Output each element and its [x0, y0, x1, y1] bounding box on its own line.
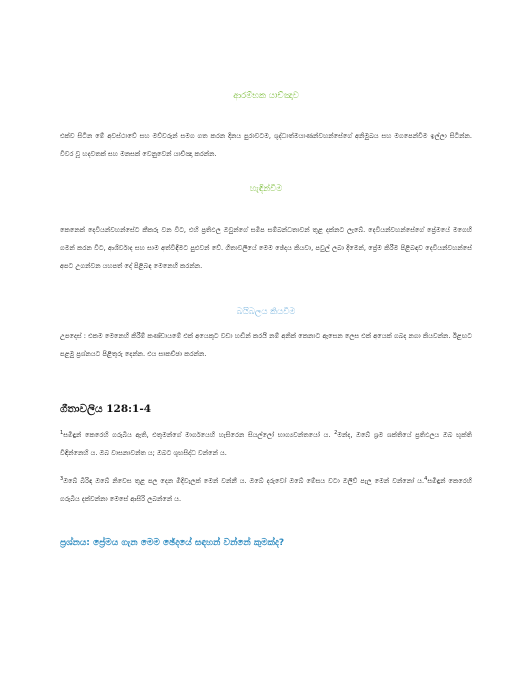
- bible-reading-instructions: උපදෙස් : එකම මෙනෙහි කිරීම් කණ්ඩායමේ එක් අයෙකුට වඩා හඬින් කරයි නම් අනික් කෙනාට ඇසෙන ලෙස එක් අයෙක් ගබද නගා කියවන්න. ඊළඟට පළමු ප්‍රශ්නයට පිළිතුරු දෙන්න. එය සාකච්ඡා කරන්න.: [60, 332, 472, 358]
- verse-number: 4: [424, 475, 428, 482]
- verse-number: 3: [60, 475, 64, 482]
- introduction-text: කෙනෙක් දෙවියන්වහන්සේට කීකරු වන විට, එහි ප්‍රතිඵල ඔවුන්ගේ සමීප සම්බන්ධතාවන් තුළ දක්නට ලැබේ. දෙවියන්වහන්සේගේ ප්‍රේමයේ මගෙහි ගමන් කරන විට, ආශිර්වාද සහ සාම අත්විඳීමට පුළුවන් වේ. ගීතාවලියේ මෙම ඡේදය කියවා, පවුල් ලබා දීමෙන්, ප්‍රේම කිරීම පිළිබඳව දෙවියන්වහන්සේ අපට උගන්වන යහපත් දේ පිළිබඳ මෙනෙහි කරන්න.: [60, 226, 472, 270]
- verse-number: 1: [60, 429, 64, 436]
- question-text: ප්‍රේමය ගැන මෙම ඡේදයේ සඳහන් වන්නේ කුමක්ද?: [93, 538, 285, 548]
- introduction-heading: හැඳින්වීම: [249, 184, 283, 194]
- scripture-verses-3-4: [60, 472, 472, 508]
- bible-reading-heading: බයිබලය කියවීම: [236, 307, 296, 317]
- opening-prayer-heading: ආරම්භක යාච්ඤාව: [233, 91, 299, 101]
- scripture-verses-1-2: [60, 426, 472, 462]
- verse-text: සමිඳුන් කෙරෙහි ගරුබිය දක්වන්නා මෙසේ ආසිරි ලබන්නේ ය.: [60, 477, 472, 503]
- opening-prayer-text: එක්ව සිටින මේ අවස්ථාවේ සහ මව්වරුන් සමග ගත කරන දිනය පුරාවටම, ශුද්ධාත්මයාණන්වහන්සේගේ අනිමුඛය සහ මගපෙන්වීම ඉල්ලා සිටින්න. විවර වූ හදවතක් සහ මනසක් වෙනුවෙන් යාච්ඤා කරන්න.: [60, 132, 472, 158]
- scripture-reference: ගීතාවලිය 128:1-4: [60, 403, 152, 415]
- verse-text: සමිඳුන් කෙරෙහි ගරුබිය ඇති, එතුමන්ගේ මාර්ගයෙහි හැසිරෙන සියල්ලෝ භාග්‍යවන්තයෝ ය.: [63, 431, 335, 439]
- discussion-question: [60, 538, 284, 548]
- question-label: ප්‍රශ්නය:: [60, 538, 90, 548]
- verse-number: 2: [334, 429, 338, 436]
- verse-text: ඔබේ බිරිඳ ඔබේ නිවෙස තුළ පල දෙන මිදිවැලක් මෙන් වන්නී ය. ඔබේ දරුවෝ ඔබේ මේසය වටා ඔලිව් පැල මෙන් වන්නෝ ය.: [63, 477, 425, 485]
- verse-text: මන්ද, ඔබේ ශ්‍රම ශක්තියේ ප්‍රතිඵලය ඔබ භුක්ති විඳින්නෙහි ය. ඔබ වාසනාවන්ත ය; ඔබට ශුභසිද්ධ වන්නේ ය.: [60, 431, 472, 457]
